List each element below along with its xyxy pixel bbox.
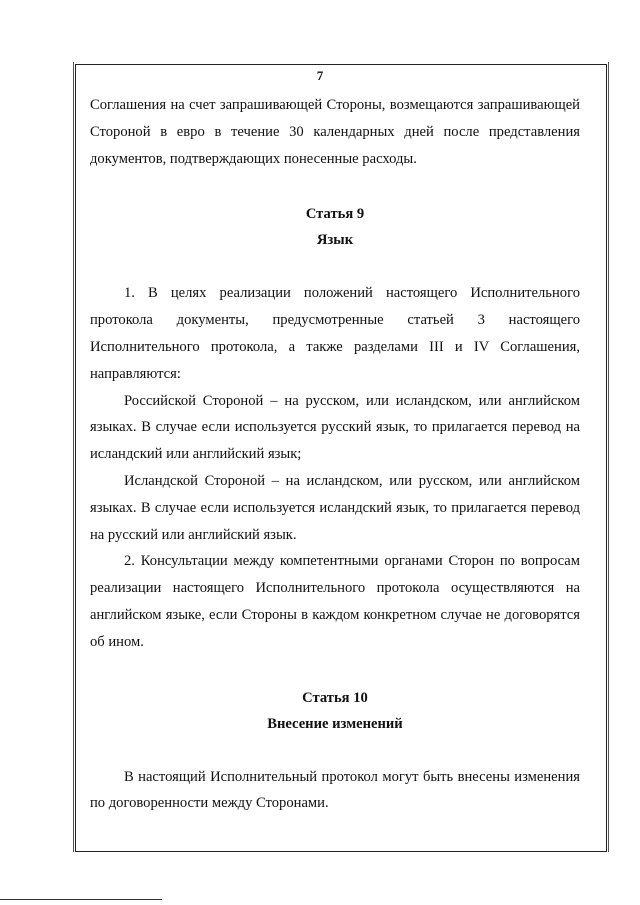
spacer	[90, 172, 580, 201]
page-number: 7	[316, 68, 324, 83]
spacer	[90, 253, 580, 280]
spacer	[90, 737, 580, 764]
document-body	[90, 92, 580, 817]
article-9-paragraph-3: Исландской Стороной – на исландском, или русском, или английском языках. В случае если используется исландский язык, то прилагается перевод на русский или английский язык.	[90, 472, 580, 543]
article-9-number: Статья 9	[305, 206, 365, 223]
bottom-rule	[0, 899, 162, 900]
article-9-paragraph-1: 1. В целях реализации положений настоящего Исполнительного протокола документы, предусмотренные статьей 3 настоящего Исполнительного протокола, а также разделами III и IV Соглашения, направляются:	[90, 285, 580, 382]
intro-paragraph: Соглашения на счет запрашивающей Стороны, возмещаются запрашивающей Стороной в евро в течение 30 календарных дней после представления документов, подтверждающих понесенные расходы.	[90, 97, 580, 167]
article-10-number: Статья 10	[302, 689, 368, 706]
article-9-paragraph-4: 2. Консультации между компетентными органами Сторон по вопросам реализации настоящего Исполнительного протокола осуществляются на английском языке, если Стороны в каждом конкретном случае не договорятся об ином.	[90, 553, 580, 650]
spacer	[90, 656, 580, 685]
article-10-title: Внесение изменений	[267, 715, 403, 732]
article-10-paragraph-1: В настоящий Исполнительный протокол могут быть внесены изменения по договоренности между Сторонами.	[90, 768, 580, 812]
article-9-paragraph-2: Российской Стороной – на русском, или исландском, или английском языках. В случае если используется русский язык, то прилагается перевод на исландский или английский язык;	[90, 392, 580, 463]
article-9-title: Язык	[316, 232, 354, 249]
